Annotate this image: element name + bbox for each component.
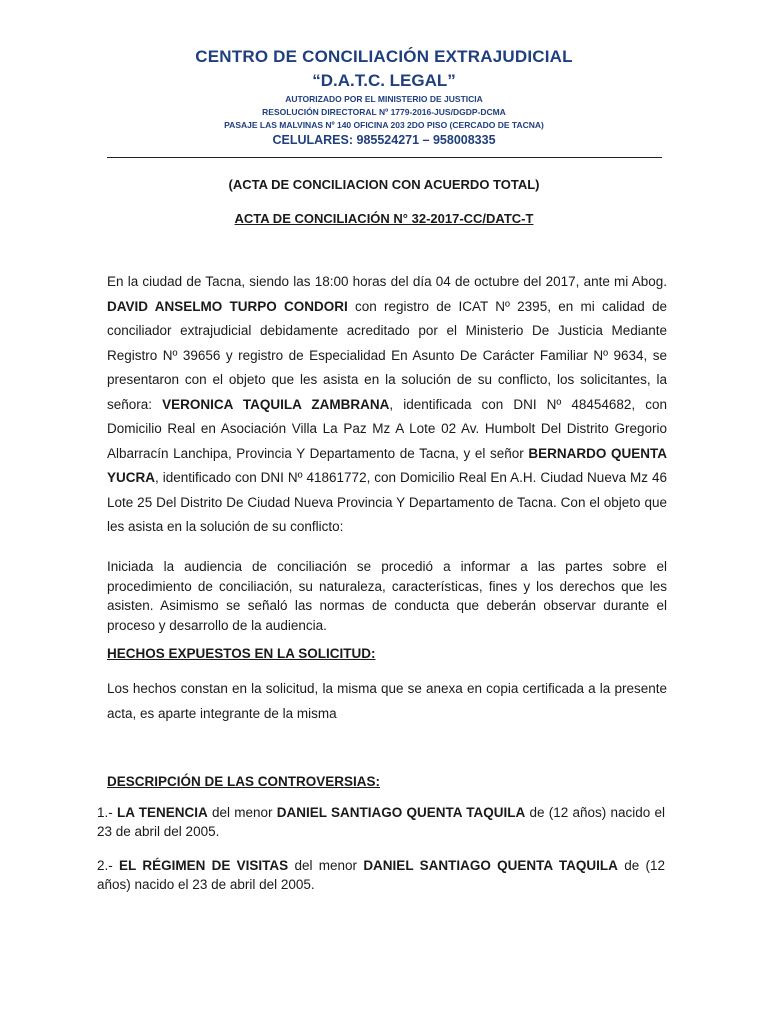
item-text-rest: de (12 años) nacido el 23 de abril del 2005. [97, 858, 665, 892]
item-number: 1.- [97, 805, 117, 820]
intro-paragraph [107, 270, 667, 540]
acta-type-heading: (ACTA DE CONCILIACION CON ACUERDO TOTAL) [228, 177, 540, 192]
resolution-line: RESOLUCIÓN DIRECTORAL Nº 1779-2016-JUS/DGDP-DCMA [262, 107, 506, 117]
intro-text-4: , identificado con DNI Nº 41861772, con Domicilio Real En A.H. Ciudad Nueva Mz 46 Lote 25 Del Distrito De Ciudad Nueva Provincia Y Departamento de Tacna. Con el objeto que les asista en la solución de su conflicto: [107, 470, 667, 534]
item-number: 2.- [97, 858, 120, 873]
procedure-paragraph: Iniciada la audiencia de conciliación se procedió a informar a las partes sobre el procedimiento de conciliación, su naturaleza, características, fines y los derechos que les asisten. Asimismo se señaló las normas de conducta que deberán observar durante el proceso y desarrollo de la audiencia. [107, 559, 667, 633]
conciliator-name: DAVID ANSELMO TURPO CONDORI [107, 298, 348, 314]
acta-number-heading: ACTA DE CONCILIACIÓN N° 32-2017-CC/DATC-T [234, 211, 534, 226]
intro-text-2: con registro de ICAT Nº 2395, en mi calidad de conciliador extrajudicial debidamente acreditado por el Ministerio De Justicia Mediante Registro Nº 39656 y registro de Especialidad En Asunto De Carácter Familiar Nº 9634, se presentaron con el objeto que les asista en la solución de su conflicto, los solicitantes, la señora: [107, 298, 667, 412]
item-text-rest: de (12 años) nacido el 23 de abril del 2005. [97, 805, 665, 839]
letterhead-divider [107, 157, 662, 158]
item-text: del menor [288, 858, 364, 873]
letterhead [0, 45, 768, 149]
controversy-item-2 [97, 856, 665, 894]
item-text: del menor [207, 805, 277, 820]
authorization-line: AUTORIZADO POR EL MINISTERIO DE JUSTICIA [285, 94, 483, 104]
intro-text-3: , identificada con DNI Nº 48454682, con Domicilio Real en Asociación Villa La Paz Mz A Lote 02 Av. Humbolt Del Distrito Gregorio Albarracín Lanchipa, Provincia Y Departamento de Tacna, y el señor [107, 396, 667, 461]
item-topic: LA TENENCIA [117, 805, 208, 820]
intro-text-1: En la ciudad de Tacna, siendo las 18:00 horas del día 04 de octubre del 2017, ante mi Abog. [107, 274, 667, 289]
minor-name: DANIEL SANTIAGO QUENTA TAQUILA [276, 805, 526, 820]
center-name: “D.A.T.C. LEGAL” [312, 71, 456, 90]
address-line: PASAJE LAS MALVINAS Nº 140 OFICINA 203 2DO PISO (CERCADO DE TACNA) [224, 120, 544, 130]
facts-section-title: HECHOS EXPUESTOS EN LA SOLICITUD: [107, 646, 376, 661]
item-topic: EL RÉGIMEN DE VISITAS [119, 858, 289, 873]
applicant-1-name: VERONICA TAQUILA ZAMBRANA [162, 396, 390, 412]
center-title: CENTRO DE CONCILIACIÓN EXTRAJUDICIAL [195, 47, 573, 66]
phones-line: CELULARES: 985524271 – 958008335 [272, 133, 496, 147]
applicant-2-name: BERNARDO QUENTA YUCRA [107, 445, 668, 485]
controversies-section-title: DESCRIPCIÓN DE LAS CONTROVERSIAS: [107, 774, 381, 789]
facts-paragraph: Los hechos constan en la solicitud, la misma que se anexa en copia certificada a la presente acta, es aparte integrante de la misma [107, 681, 667, 721]
controversy-item-1 [97, 803, 665, 841]
minor-name: DANIEL SANTIAGO QUENTA TAQUILA [363, 858, 618, 873]
